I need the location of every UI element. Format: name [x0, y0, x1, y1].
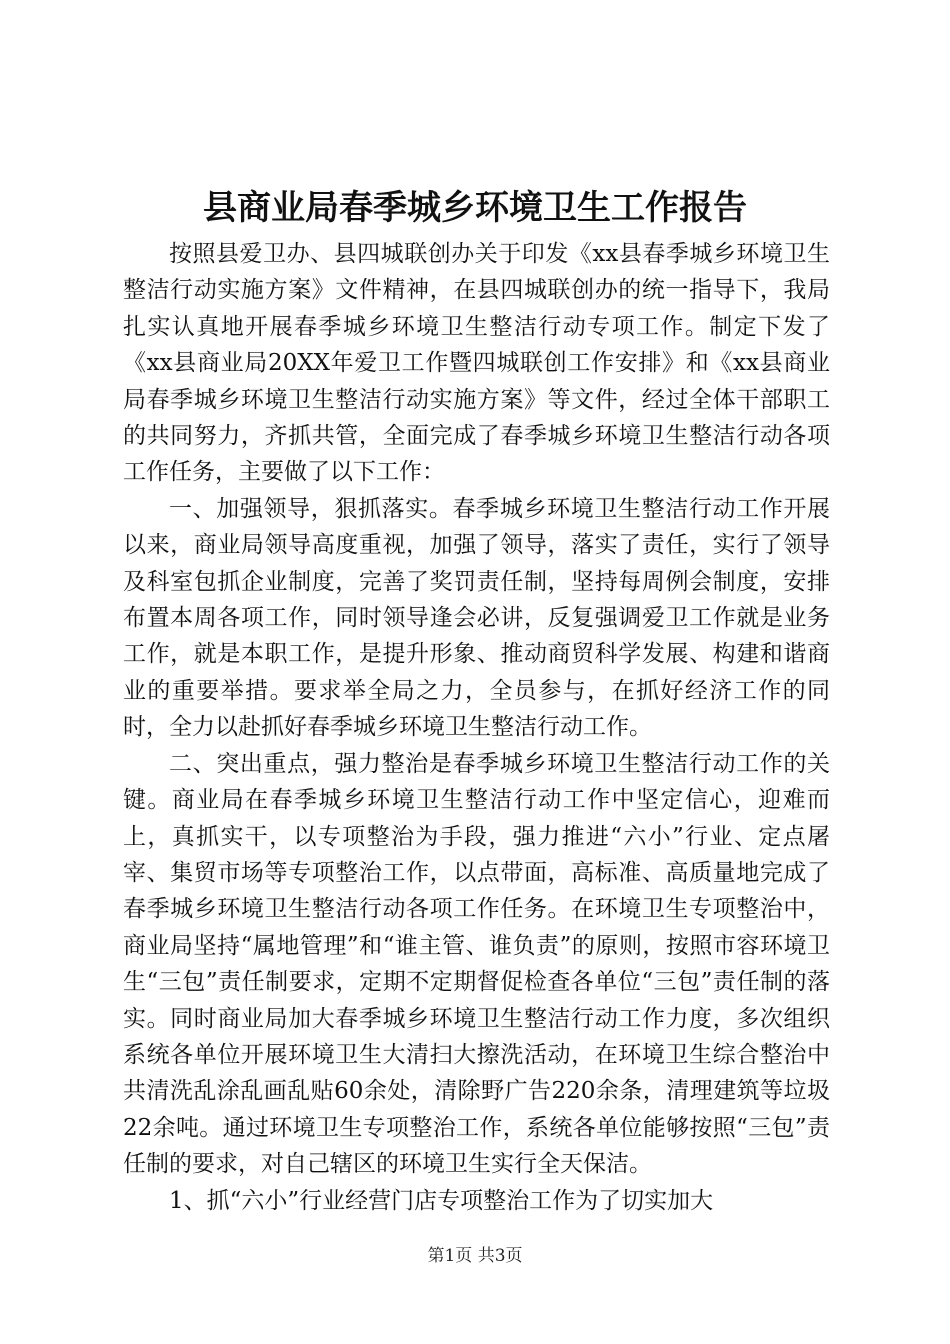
document-title: 县商业局春季城乡环境卫生工作报告	[203, 188, 747, 228]
document-body	[123, 236, 830, 1219]
page-number: 第1页 共3页	[427, 1246, 523, 1266]
paragraph-section-1: 一、加强领导，狠抓落实。春季城乡环境卫生整洁行动工作开展以来，商业局领导高度重视，加强了领导，落实了责任，实行了领导及科室包抓企业制度，完善了奖罚责任制，坚持每周例会制度，安排布置本周各项工作，同时领导逢会必讲，反复强调爱卫工作就是业务工作，就是本职工作，是提升形象、推动商贸科学发展、构建和谐商业的重要举措。要求举全局之力，全员参与，在抓好经济工作的同时，全力以赴抓好春季城乡环境卫生整洁行动工作。	[123, 495, 830, 741]
paragraph-intro: 按照县爱卫办、县四城联创办关于印发《xx县春季城乡环境卫生整洁行动实施方案》文件精神，在县四城联创办的统一指导下，我局扎实认真地开展春季城乡环境卫生整洁行动专项工作。制定下发了《xx县商业局20XX年爱卫工作暨四城联创工作安排》和《xx县商业局春季城乡环境卫生整洁行动实施方案》等文件，经过全体干部职工的共同努力，齐抓共管，全面完成了春季城乡环境卫生整洁行动各项工作任务，主要做了以下工作：	[123, 241, 830, 486]
paragraph-subsection-1: 1、抓“六小”行业经营门店专项整治工作为了切实加大	[169, 1187, 714, 1214]
paragraph-section-2: 二、突出重点，强力整治是春季城乡环境卫生整洁行动工作的关键。商业局在春季城乡环境卫生整洁行动工作中坚定信心，迎难而上，真抓实干，以专项整治为手段，强力推进“六小”行业、定点屠宰、集贸市场等专项整治工作，以点带面，高标准、高质量地完成了春季城乡环境卫生整洁行动各项工作任务。在环境卫生专项整治中，商业局坚持“属地管理”和“谁主管、谁负责”的原则，按照市容环境卫生“三包”责任制要求，定期不定期督促检查各单位“三包”责任制的落实。同时商业局加大春季城乡环境卫生整洁行动工作力度，多次组织系统各单位开展环境卫生大清扫大擦洗活动，在环境卫生综合整治中共清洗乱涂乱画乱贴60余处，清除野广告220余条，清理建筑等垃圾22余吨。通过环境卫生专项整治工作，系统各单位能够按照“三包”责任制的要求，对自己辖区的环境卫生实行全天保洁。	[123, 750, 830, 1178]
